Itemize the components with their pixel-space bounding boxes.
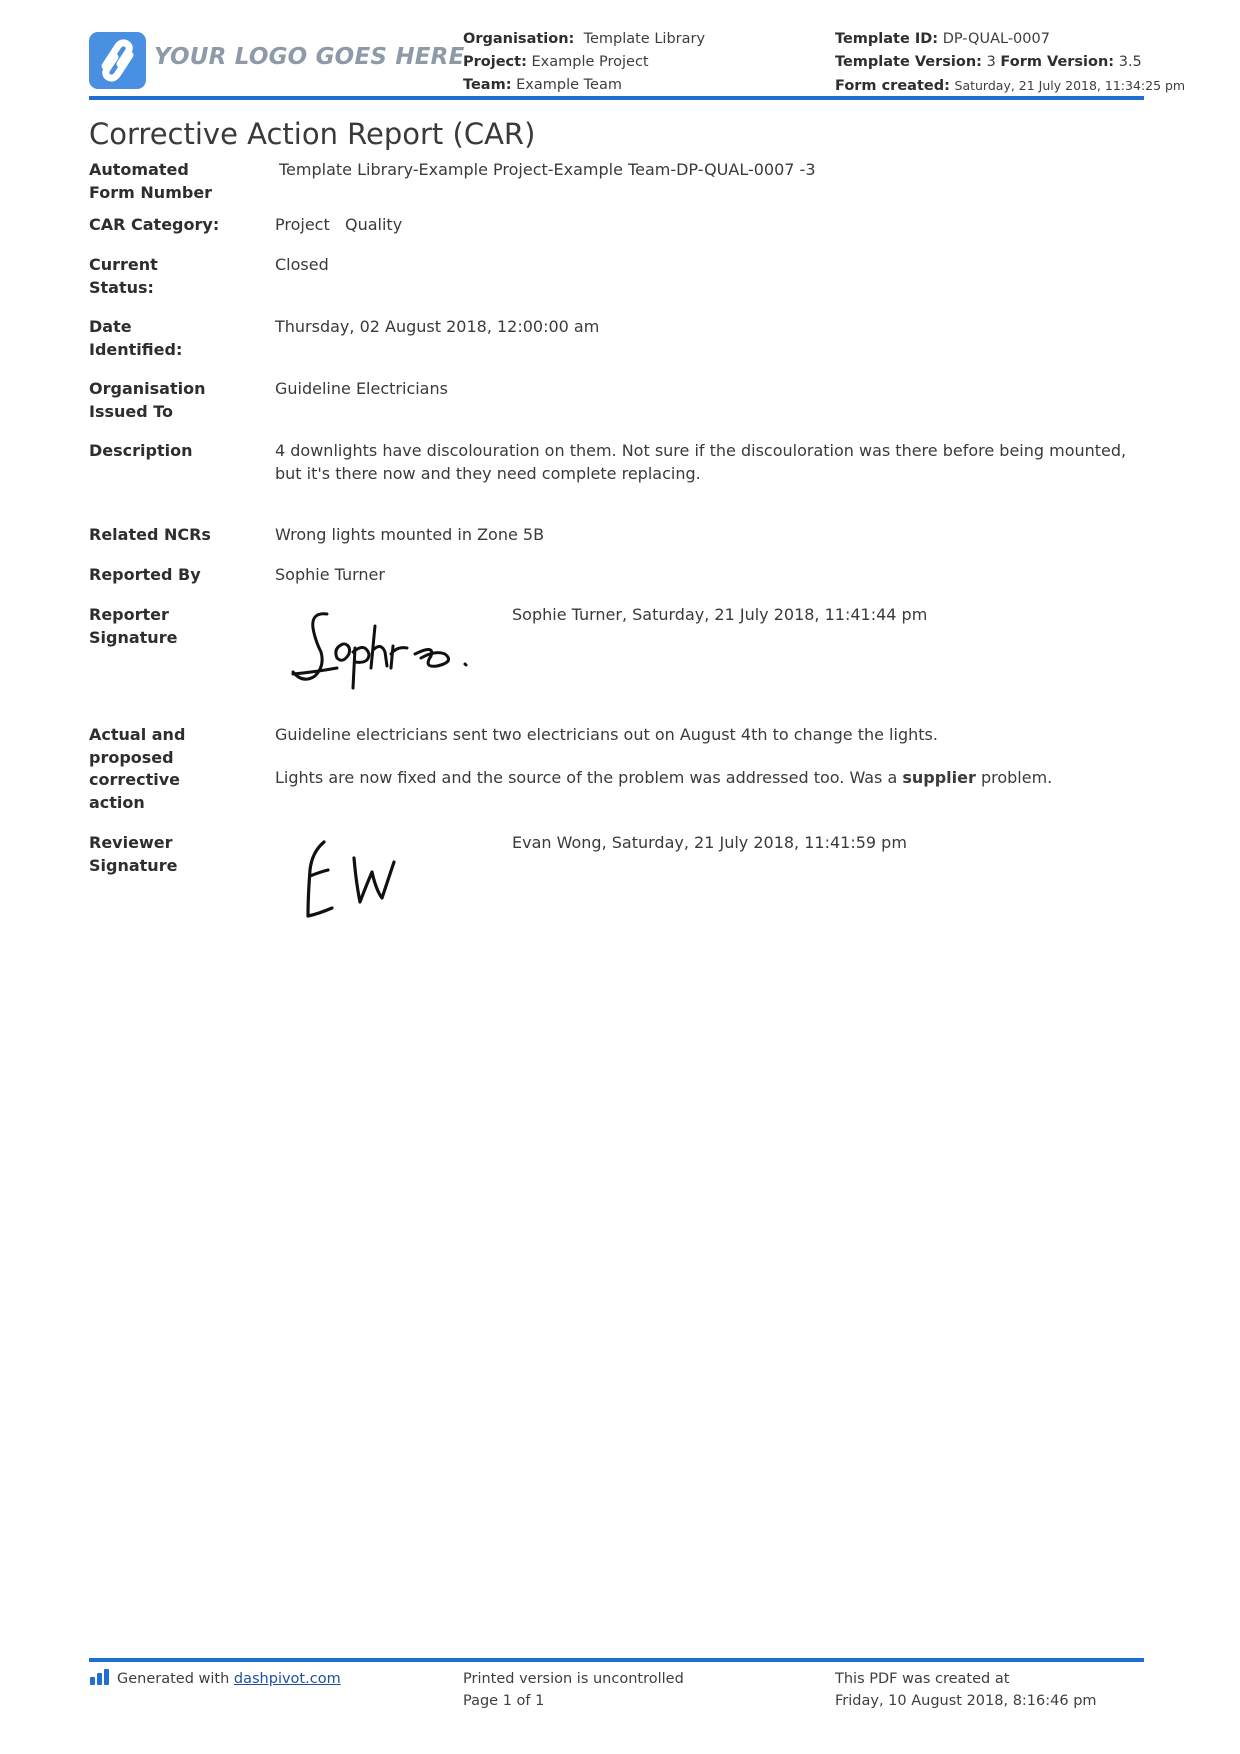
header-divider [89,96,1144,100]
action-label-line1: Actual and [89,725,186,744]
dashpivot-link[interactable]: dashpivot.com [233,1671,341,1687]
project-label: Project: [463,54,527,70]
action-label-line2: proposed [89,747,174,767]
action-paragraph-1: Guideline electricians sent two electricians out on August 4th to change the lights. [275,725,938,744]
reviewer-sig-label-line2: Signature [89,855,178,875]
reviewer-signature-label [89,832,254,877]
footer-print-info [463,1668,684,1712]
org-issued-value: Guideline Electricians [275,379,448,398]
action-label-line4: action [89,792,145,812]
form-version-value: 3.5 [1118,54,1142,70]
status-label [89,254,254,299]
pdf-created-label: This PDF was created at [835,1671,1010,1687]
footer-generated [89,1668,341,1690]
footer-created-info [835,1668,1097,1712]
template-id-value: DP-QUAL-0007 [942,31,1050,47]
logo-s-icon [89,32,146,89]
status-value: Closed [275,255,329,274]
action-text-post: problem. [975,767,1053,787]
description-label: Description [89,441,193,460]
logo-text: YOUR LOGO GOES HERE [154,44,465,70]
page-number: Page 1 of 1 [463,1693,545,1709]
form-created-value: Saturday, 21 July 2018, 11:34:25 pm [954,78,1186,93]
reviewer-signature-meta: Evan Wong, Saturday, 21 July 2018, 11:41:59 pm [512,833,907,852]
action-text-pre: Lights are now fixed and the source of the problem was addressed too. Was a [275,767,903,787]
form-number-value: Template Library-Example Project-Example Team-DP-QUAL-0007 -3 [279,160,816,179]
corrective-action-value [275,724,1140,809]
org-issued-label-line2: Issued To [89,401,174,421]
team-value: Example Team [516,77,622,93]
project-value: Example Project [531,54,649,70]
reported-by-value: Sophie Turner [275,565,385,584]
header-project-info [463,28,705,97]
date-label-line2: Identified: [89,339,183,359]
org-issued-label-line1: Organisation [89,379,206,398]
form-version-label: Form Version: [1000,54,1115,70]
form-created-label: Form created: [835,78,950,94]
form-number-label [89,159,254,204]
dashpivot-bars-icon [89,1668,113,1686]
template-version-value: 3 [986,54,996,70]
page-title: Corrective Action Report (CAR) [89,117,536,151]
corrective-action-label [89,724,254,814]
template-version-label: Template Version: [835,54,982,70]
form-number-label-line1: Automated [89,160,189,179]
reviewer-signature-image [298,836,438,930]
reporter-signature-meta: Sophie Turner, Saturday, 21 July 2018, 11:41:44 pm [512,605,928,624]
org-issued-label [89,378,254,423]
reporter-sig-label-line1: Reporter [89,605,169,624]
reporter-signature-image [285,608,485,697]
organisation-value: Template Library [583,31,706,47]
action-paragraph-2 [275,767,1140,790]
reporter-sig-label-line2: Signature [89,627,178,647]
template-id-label: Template ID: [835,31,939,47]
logo-mark [89,32,146,89]
action-label-line3: corrective [89,770,181,789]
header-template-info [835,28,1185,98]
category-value: Project Quality [275,215,403,234]
status-label-line2: Status: [89,277,154,297]
status-label-line1: Current [89,255,158,274]
date-label-line1: Date [89,317,132,336]
date-identified-label [89,316,254,361]
footer-divider [89,1658,1144,1662]
reported-by-label: Reported By [89,565,201,584]
related-ncrs-value: Wrong lights mounted in Zone 5B [275,525,545,544]
team-label: Team: [463,77,512,93]
pdf-created-value: Friday, 10 August 2018, 8:16:46 pm [835,1693,1097,1709]
organisation-label: Organisation: [463,31,575,47]
generated-prefix: Generated with [117,1671,234,1687]
form-number-label-line2: Form Number [89,182,213,202]
category-label: CAR Category: [89,215,220,234]
uncontrolled-notice: Printed version is uncontrolled [463,1671,684,1687]
reviewer-sig-label-line1: Reviewer [89,833,173,852]
description-value: 4 downlights have discolouration on them. Not sure if the discouloration was there before being mounted, but it's there now and they need complete replacing. [275,441,1127,483]
date-identified-value: Thursday, 02 August 2018, 12:00:00 am [275,317,600,336]
reporter-signature-label [89,604,254,649]
action-text-bold: supplier [902,767,976,787]
related-ncrs-label: Related NCRs [89,525,211,544]
